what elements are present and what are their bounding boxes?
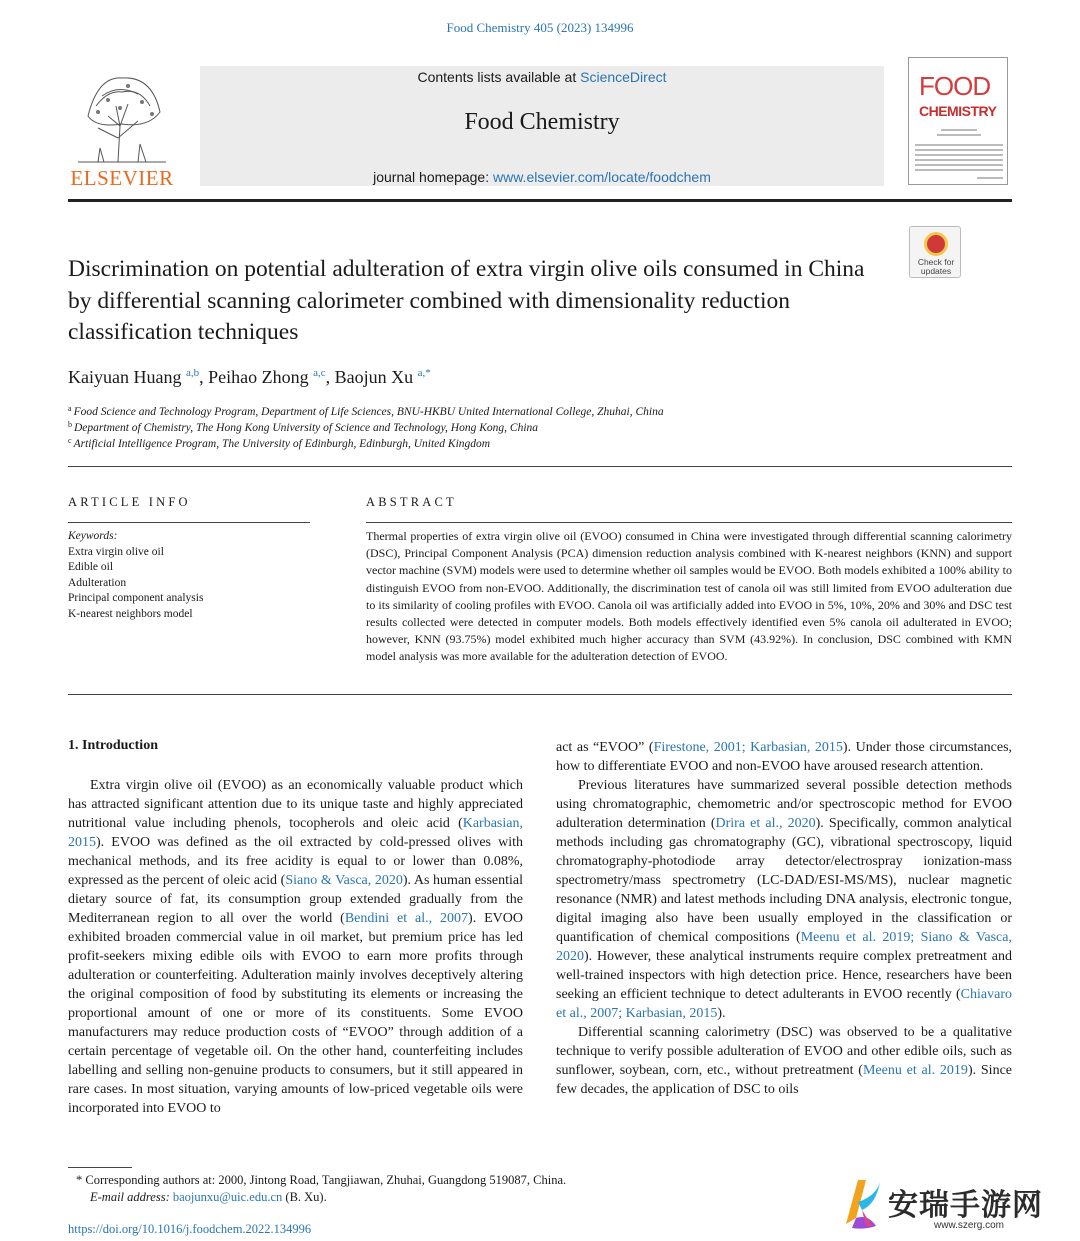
abstract-divider bbox=[366, 522, 1012, 523]
keyword-item: Principal component analysis bbox=[68, 592, 204, 604]
author-name[interactable]: Kaiyuan Huang bbox=[68, 367, 182, 387]
journal-citation[interactable]: Food Chemistry 405 (2023) 134996 bbox=[446, 20, 634, 35]
body-text: ). However, these analytical instruments require complex pretreatment and well-trained inspectors with high detection price. Hence, researchers have been seeking an efficient technique to detect adulterants in EVOO recently ( bbox=[556, 949, 1012, 1002]
keywords-list bbox=[68, 529, 310, 622]
body-text: Previous literatures have summarized several possible detection methods using chromatographic, chemometric and/or spectroscopic method for EVOO adulteration determination ( bbox=[556, 778, 1012, 831]
doi-link[interactable]: https://doi.org/10.1016/j.foodchem.2022.134996 bbox=[68, 1222, 312, 1236]
tree-icon bbox=[68, 66, 176, 166]
watermark-logo-icon bbox=[836, 1174, 884, 1230]
body-paragraph bbox=[556, 776, 1012, 1023]
journal-name: Food Chemistry bbox=[464, 109, 620, 135]
body-text: ). Since few decades, the application of DSC to oils bbox=[556, 1063, 1012, 1097]
crossmark-icon bbox=[924, 232, 948, 256]
elsevier-wordmark: ELSEVIER bbox=[70, 166, 174, 190]
affiliation-divider bbox=[68, 466, 1012, 467]
body-text: ). EVOO was defined as the oil extracted by cold-pressed olives with mechanical methods, and its free acidity is equal to or lower than 0.08%, expressed as the percent of oleic acid ( bbox=[68, 835, 523, 888]
email-link[interactable]: baojunxu@uic.edu.cn bbox=[172, 1190, 283, 1204]
section-heading-introduction: 1. Introduction bbox=[68, 738, 158, 753]
citation-link[interactable]: Drira et al., 2020 bbox=[715, 816, 816, 831]
check-for-updates-button[interactable] bbox=[909, 226, 961, 278]
keyword-item: Edible oil bbox=[68, 561, 114, 573]
body-column-left bbox=[68, 776, 523, 1118]
journal-cover-thumbnail[interactable] bbox=[908, 57, 1008, 185]
journal-homepage-link[interactable]: www.elsevier.com/locate/foodchem bbox=[493, 169, 711, 185]
author-affil-sup[interactable]: a,c bbox=[313, 367, 326, 379]
affiliation-a: $^a$ Food Science and Technology Program, Department of Life Sciences, BNU-HKBU United International College, Zhuhai, China bbox=[68, 404, 664, 418]
cover-title-chemistry: CHEMISTRY bbox=[919, 103, 997, 119]
author-name[interactable]: Peihao Zhong bbox=[208, 367, 309, 387]
header-divider bbox=[68, 199, 1012, 202]
author-list: Kaiyuan Huang $^{a,b}$, Peihao Zhong $^{a,c}$, Baojun Xu $^{a,*}$ bbox=[68, 367, 431, 387]
body-text: Differential scanning calorimetry (DSC) was observed to be a qualitative technique to verify possible adulteration of EVOO and other edible oils, such as sunflower, soybean, corn, etc., without pretreatment ( bbox=[556, 1025, 1012, 1078]
keywords-label: Keywords: bbox=[68, 530, 118, 542]
body-text: act as “EVOO” ( bbox=[556, 740, 654, 755]
check-updates-label: Check for updates bbox=[917, 257, 955, 276]
watermark-url: www.szerg.com bbox=[934, 1220, 1005, 1231]
citation-link[interactable]: Bendini et al., 2007 bbox=[344, 911, 469, 926]
contents-available-line: Contents lists available at ScienceDirect bbox=[417, 69, 667, 85]
keyword-item: Adulteration bbox=[68, 576, 127, 589]
sciencedirect-link[interactable]: ScienceDirect bbox=[580, 69, 667, 85]
keyword-item: K-nearest neighbors model bbox=[68, 607, 193, 620]
body-text: ). EVOO exhibited broaden commercial value in oil market, but premium price has led profit-seekers mixing edible oils with EVOO to earn more profits through adulteration or counterfeiting. Adulteration mainly involves deceptively altering the original composition of food by substituting its elements or increasing the proportional amount of one or more of its constituents. Some EVOO manufacturers may reduce production costs of “EVOO” through addition of a certain percentage of vegetable oil. On the other hand, counterfeiting includes labelling and selling non-genuine products to consumers, but it still appeared in rare cases. In most situation, varying amounts of low-priced vegetable oils were incorporated into EVOO to bbox=[68, 911, 523, 1116]
affiliation-b: $^b$ Department of Chemistry, The Hong Kong University of Science and Technology, Hong Kong, China bbox=[68, 420, 539, 434]
abstract-text: Thermal properties of extra virgin olive oil (EVOO) consumed in China were investigated through differential scanning calorimetry (DSC), Principal Component Analysis (PCA) dimension reduction analysis combined with K-nearest neighbors (KNN) and support vector machine (SVM) models were used to determine whether oil samples would be EVOO. Both models exhibited a 100% ability to distinguish EVOO from non-EVOO. Additionally, the discrimination test of canola oil was still limited from EVOO adulteration due to its similarity of cooling profiles with EVOO. Canola oil was artificially added into EVOO in 5%, 10%, 20% and 30% and DSC test results collected were detected in computer models. Both models effectively identified even 5% canola oil adulterated in EVOO; however, KNN (93.75%) model exhibited much higher accuracy than SVM (43.92%). In conclusion, DSC combined with KMN model analysis was more available for the adulteration detection of EVOO. bbox=[366, 529, 1012, 664]
citation-link[interactable]: Meenu et al. 2019; Siano & Vasca, 2020 bbox=[556, 930, 1012, 964]
watermark-text: 安瑞手游网 bbox=[888, 1188, 1043, 1223]
body-paragraph bbox=[556, 1023, 1012, 1099]
cover-title-food: FOOD bbox=[919, 71, 991, 101]
body-paragraph bbox=[556, 738, 1012, 776]
author-name[interactable]: Baojun Xu bbox=[334, 367, 414, 387]
corresponding-author-note: * Corresponding authors at: 2000, Jintong Road, Tangjiawan, Zhuhai, Guangdong 519087, China. bbox=[76, 1173, 567, 1187]
journal-homepage-line: journal homepage: www.elsevier.com/locate/foodchem bbox=[373, 169, 711, 185]
citation-link[interactable]: Meenu et al. 2019 bbox=[862, 1063, 968, 1078]
citation-link[interactable]: Siano & Vasca, 2020 bbox=[285, 873, 403, 888]
site-watermark bbox=[830, 1170, 1080, 1238]
body-text: Extra virgin olive oil (EVOO) as an economically valuable product which has attracted significant attention due to its unique taste and highly appreciated nutritional value including phenols, tocopherols and oleic acid ( bbox=[68, 778, 523, 831]
body-text: ). Under those circumstances, how to differentiate EVOO and non-EVOO have aroused research attention. bbox=[556, 740, 1013, 774]
keyword-item: Extra virgin olive oil bbox=[68, 545, 164, 558]
citation-link[interactable]: Chiavaro et al., 2007; Karbasian, 2015 bbox=[556, 987, 1012, 1021]
body-column-right bbox=[556, 738, 1012, 1099]
journal-header-box bbox=[200, 66, 884, 186]
citation-link[interactable]: Firestone, 2001; Karbasian, 2015 bbox=[653, 740, 843, 755]
article-info-heading: ARTICLE INFO bbox=[68, 495, 191, 509]
body-text: ). Specifically, common analytical methods including gas chromatography (GC), vibrational spectroscopy, liquid chromatography-photodiode array detector/electrospray ionization-mass spectrometry/mass spectrometry (LC-DAD/ESI-MS/MS), nuclear magnetic resonance (NMR) and latest methods including DNA analysis, electronic tongue, digital imaging also have been usually employed in the classification or quantification of chemical compositions ( bbox=[556, 816, 1012, 945]
footnote-divider bbox=[68, 1167, 132, 1168]
affiliation-c: $^c$ Artificial Intelligence Program, The University of Edinburgh, Edinburgh, United Kingdom bbox=[68, 436, 491, 450]
body-text: ). bbox=[717, 1006, 726, 1021]
article-info-divider bbox=[68, 522, 310, 523]
email-note: E-mail address: baojunxu@uic.edu.cn (B. Xu). bbox=[90, 1190, 327, 1204]
body-paragraph bbox=[68, 776, 523, 1118]
cover-editor-list bbox=[915, 126, 1003, 182]
article-title: Discrimination on potential adulteration of extra virgin olive oils consumed in China by differential scanning calorimeter combined with dimensionality reduction classification techniques bbox=[68, 256, 865, 345]
author-affil-sup[interactable]: a,b bbox=[185, 367, 200, 379]
abstract-bottom-divider bbox=[68, 694, 1012, 695]
citation-link[interactable]: Karbasian, 2015 bbox=[68, 816, 523, 850]
author-affil-sup[interactable]: a,* bbox=[417, 367, 431, 379]
abstract-heading: ABSTRACT bbox=[366, 495, 457, 509]
body-text: ). As human essential dietary source of fat, its consumption group extended gradually from the Mediterranean region to all over the world ( bbox=[68, 873, 523, 926]
